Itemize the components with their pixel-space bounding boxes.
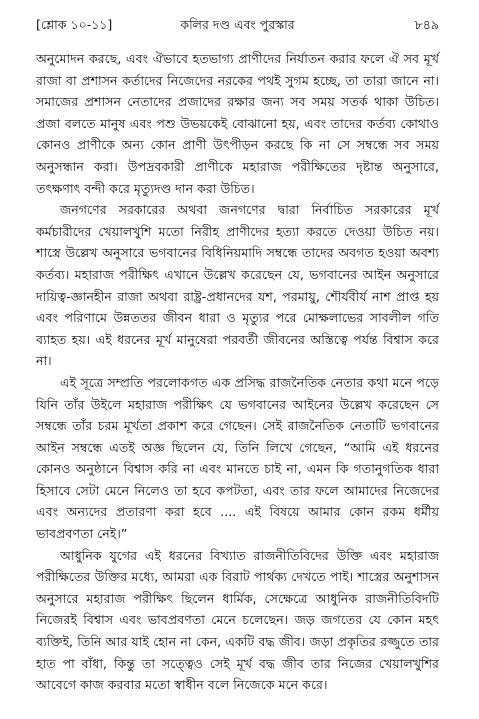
paragraph-3: এই সূত্রে সম্প্রতি পরলোকগত এক প্রসিদ্ধ রাজনৈতিক নেতার কথা মনে পড়ে যিনি তাঁর উইলে মহারাজ পরীক্ষিৎ যে ভগবানের আইনের উল্লেখ করেছেন সে সম্বন্ধে তাঁর চরম মূর্খতা প্রকাশ করে গেছেন। সেই রাজনৈতিক নেতাটি ভগবানের আইন সম্বন্ধে এতই অজ্ঞ ছিলেন যে, তিনি লিখে গেছেন, “আমি এই ধরনের কোনও অনুষ্ঠানে বিশ্বাস করি না এবং মানতে চাই না, এমন কি গতানুগতিক ধারা হিসাবে সেটা মেনে নিলেও তা হবে কপটতা, এবং তার ফলে আমাদের নিজেদের এবং অন্যদের প্রতারণা করা হবে .... এই বিষয়ে আমার কোন রকম ধর্মীয় ভাবপ্রবণতা নেই।”	[36, 374, 439, 542]
verse-reference: [শ্লোক ১০-১১]	[36, 17, 113, 32]
chapter-title: কলির দণ্ড এবং পুরস্কার	[180, 17, 295, 32]
paragraph-2: জনগণের সরকারের অথবা জনগণের দ্বারা নির্বাচিত সরকারের মূর্খ কর্মচারীদের খেয়ালখুশি মতো নিরীহ প্রাণীদের হত্যা করতে দেওয়া উচিত নয়। শাস্ত্রে উল্লেখ অনুসারে ভগবানের বিধিনিয়মাদি সম্বন্ধে তাদের অবগত হওয়া অবশ্য কর্তব্য। মহারাজ পরীক্ষিৎ এখানে উল্লেখ করেছেন যে, ভগবানের আইন অনুসারে দায়িত্ব-জ্ঞানহীন রাজা অথবা রাষ্ট্র-প্রধানদের যশ, পরমায়ু, শৌর্যবীর্য নাশ প্রাপ্ত হয় এবং পরিণামে উন্নততর জীবন ধারা ও মৃত্যুর পরে মোক্ষলাভের সাবলীল গতি ব্যাহত হয়। এই ধরনের মূর্খ মানুষেরা পরবর্তী জীবনের অস্তিত্বে পর্যন্ত বিশ্বাস করে না।	[36, 202, 439, 369]
page-header	[36, 14, 439, 36]
paragraph-1: অনুমোদন করছে, এবং ঐভাবে হতভাগ্য প্রাণীদের নির্যাতন করার ফলে ঐ সব মূর্খ রাজা বা প্রশাসন কর্তাদের নিজেদের নরকের পথই সুগম হচ্ছে, তা তারা জানে না। সমাজের প্রশাসন নেতাদের প্রজাদের রক্ষার জন্য সব সময় সতর্ক থাকা উচিত। প্রজা বলতে মানুষ এবং পশু উভয়কেই বোঝানো হয়, এবং তাদের কর্তব্য কোথাও কোনও প্রাণীকে অন্য কোন প্রাণী উৎপীড়ন করছে কি না সে সম্বন্ধে সব সময় অনুসন্ধান করা। উপদ্রবকারী প্রাণীকে মহারাজ পরীক্ষিতের দৃষ্টান্ত অনুসারে, তৎক্ষণাৎ বন্দী করে মৃত্যুদণ্ড দান করা উচিত।	[36, 51, 439, 196]
page-number: ৮৪৯	[414, 17, 439, 32]
paragraph-4: আধুনিক যুগের এই ধরনের বিখ্যাত রাজনীতিবিদের উক্তি এবং মহারাজ পরীক্ষিতের উক্তির মধ্যে, আমরা এক বিরাট পার্থক্য দেখতে পাই। শাস্ত্রের অনুশাসন অনুসারে মহারাজ পরীক্ষিৎ ছিলেন ধার্মিক, সেক্ষেত্রে আধুনিক রাজনীতিবিদটি নিজেরই বিশ্বাস এবং ভাবপ্রবণতা মেনে চলেছেন। জড় জগতের যে কোন মহৎ ব্যক্তিই, তিনি আর যাই হোন না কেন, একটি বদ্ধ জীব। জড়া প্রকৃতির রজ্জুতে তার হাত পা বাঁধা, কিন্তু তা সত্ত্বেও সেই মূর্খ বদ্ধ জীব তার নিজের খেয়ালখুশির আবেগে কাজ করবার মতো স্বাধীন বলে নিজেকে মনে করে।	[36, 547, 439, 693]
page-body	[36, 48, 439, 696]
